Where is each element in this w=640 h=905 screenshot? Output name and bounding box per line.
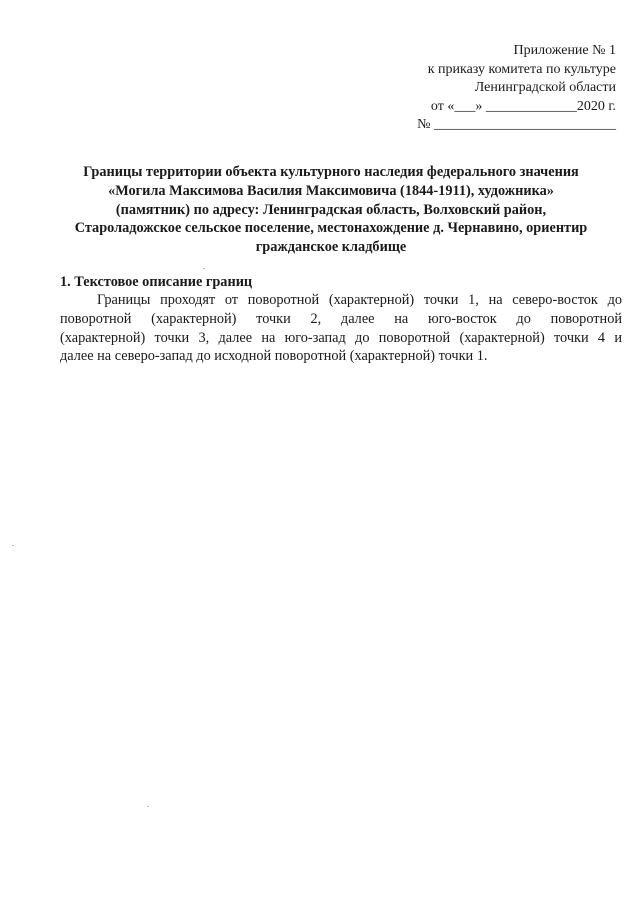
appendix-order-reference: к приказу комитета по культуре: [427, 61, 616, 77]
scan-speck: [203, 268, 205, 269]
title-line-3: (памятник) по адресу: Ленинградская область, Волховский район,: [115, 201, 547, 218]
title-line-5: гражданское кладбище: [255, 239, 407, 256]
section-body: [60, 291, 622, 366]
appendix-region: Ленинградской области: [474, 80, 616, 95]
title-line-4: Староладожское сельское поселение, местонахождение д. Чернавино, ориентир: [74, 220, 588, 237]
appendix-date: от «___» _____________2020 г.: [430, 98, 616, 114]
appendix-header: [376, 42, 616, 135]
body-line-1: Границы проходят от поворотной (характерной) точки 1, на северо-восток до: [97, 292, 622, 308]
title-line-2: «Могила Максимова Василия Максимовича (1844-1911), художника»: [108, 182, 554, 199]
title-line-1: Границы территории объекта культурного наследия федерального значения: [83, 164, 579, 180]
appendix-number: Приложение № 1: [513, 43, 616, 58]
scan-speck: [12, 545, 14, 546]
appendix-order-number: № __________________________: [417, 117, 616, 132]
body-line-2: поворотной (характерной) точки 2, далее на юго-восток до поворотной: [60, 310, 622, 327]
body-line-3: (характерной) точки 3, далее на юго-запад до поворотной (характерной) точки 4 и: [60, 329, 622, 346]
document-title: [40, 163, 622, 257]
section-heading: 1. Текстовое описание границ: [60, 274, 253, 290]
body-line-4: далее на северо-запад до исходной поворотной (характерной) точки 1.: [60, 348, 488, 365]
scan-speck: [147, 806, 149, 807]
